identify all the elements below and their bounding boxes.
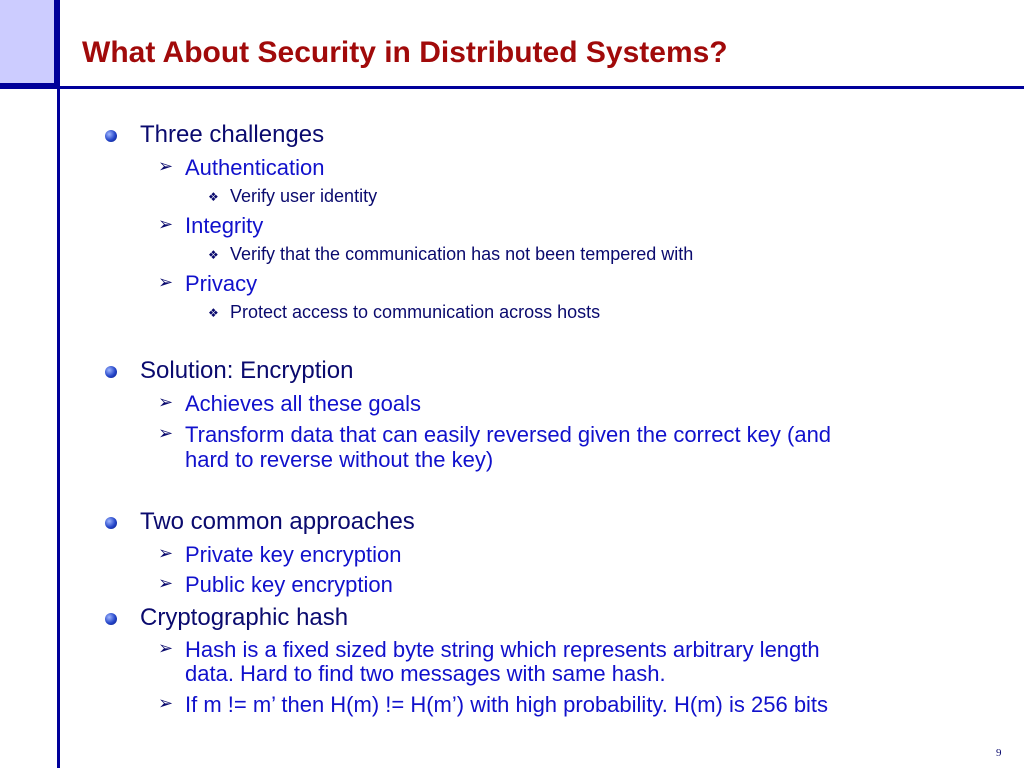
- arrowhead-bullet-icon: ➢: [158, 573, 174, 594]
- subbullet-privacy: Privacy: [185, 271, 258, 296]
- four-diamond-bullet-icon: ❖: [208, 248, 219, 262]
- detail-privacy: Protect access to communication across hosts: [230, 302, 601, 322]
- bullet-cryptographic-hash: Cryptographic hash: [140, 604, 349, 631]
- diamond-bullet-icon: [105, 613, 117, 625]
- page-number: 9: [996, 747, 1002, 759]
- arrowhead-bullet-icon: ➢: [158, 423, 174, 444]
- corner-decoration: [0, 0, 57, 86]
- diamond-bullet-icon: [105, 517, 117, 529]
- subbullet-transform-line1: Transform data that can easily reversed given the correct key (and: [185, 422, 832, 447]
- four-diamond-bullet-icon: ❖: [208, 306, 219, 320]
- arrowhead-bullet-icon: ➢: [158, 214, 174, 235]
- arrowhead-bullet-icon: ➢: [158, 156, 174, 177]
- subbullet-transform-line2: hard to reverse without the key): [185, 447, 494, 472]
- four-diamond-bullet-icon: ❖: [208, 190, 219, 204]
- slide-title: What About Security in Distributed Systems?: [82, 36, 728, 69]
- arrowhead-bullet-icon: ➢: [158, 693, 174, 714]
- subbullet-private-key: Private key encryption: [185, 542, 402, 567]
- horizontal-rule: [0, 86, 1024, 89]
- subbullet-authentication: Authentication: [185, 155, 325, 180]
- bullet-solution-encryption: Solution: Encryption: [140, 357, 354, 384]
- arrowhead-bullet-icon: ➢: [158, 543, 174, 564]
- diamond-bullet-icon: [105, 130, 117, 142]
- subbullet-hash-property: If m != m’ then H(m) != H(m’) with high probability. H(m) is 256 bits: [185, 692, 829, 717]
- arrowhead-bullet-icon: ➢: [158, 392, 174, 413]
- arrowhead-bullet-icon: ➢: [158, 638, 174, 659]
- subbullet-integrity: Integrity: [185, 213, 264, 238]
- subbullet-public-key: Public key encryption: [185, 572, 393, 597]
- detail-integrity: Verify that the communication has not been tempered with: [230, 244, 694, 264]
- detail-authentication: Verify user identity: [230, 186, 378, 206]
- arrowhead-bullet-icon: ➢: [158, 272, 174, 293]
- subbullet-hash-def-line2: data. Hard to find two messages with same hash.: [185, 661, 666, 686]
- subbullet-hash-def-line1: Hash is a fixed sized byte string which represents arbitrary length: [185, 637, 820, 662]
- bullet-two-approaches: Two common approaches: [140, 508, 415, 535]
- vertical-rule: [57, 0, 60, 768]
- diamond-bullet-icon: [105, 366, 117, 378]
- subbullet-achieves-goals: Achieves all these goals: [185, 391, 422, 416]
- bullet-three-challenges: Three challenges: [140, 121, 325, 148]
